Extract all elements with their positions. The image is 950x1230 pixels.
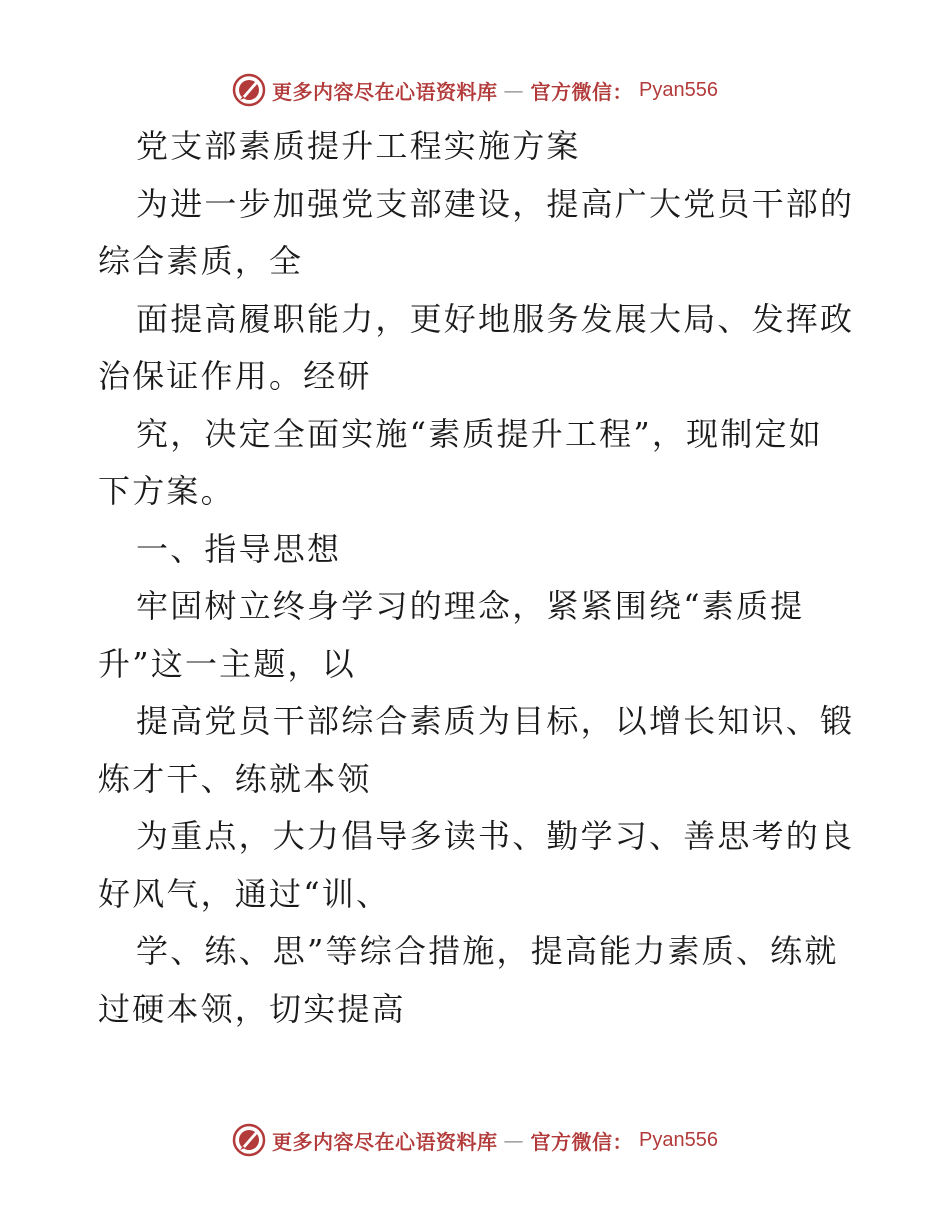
document-body [98, 118, 858, 1038]
watermark-id: Pyan556 [639, 78, 718, 101]
text-line: 升”这一主题，以 [98, 644, 356, 683]
text-line: 综合素质，全 [98, 242, 304, 280]
watermark-separator: — [503, 78, 525, 102]
text-line: 为进一步加强党支部建设，提高广大党员干部的 [136, 184, 855, 223]
text-line: 究，决定全面实施“素质提升工程”，现制定如 [136, 414, 823, 453]
watermark-brand: 更多内容尽在心语资料库 [272, 79, 498, 104]
watermark-id: Pyan556 [639, 1128, 718, 1151]
header-watermark [0, 70, 950, 110]
text-line: 面提高履职能力，更好地服务发展大局、发挥政 [136, 299, 855, 338]
text-line: 下方案。 [98, 472, 235, 510]
watermark-separator: — [503, 1128, 525, 1152]
text-line: 治保证作用。经研 [98, 357, 372, 395]
text-line: 牢固树立终身学习的理念，紧紧围绕“素质提 [136, 587, 805, 625]
text-line: 提高党员干部综合素质为目标，以增长知识、锻 [136, 702, 855, 740]
watermark-brand: 更多内容尽在心语资料库 [272, 1129, 498, 1154]
watermark-label: 官方微信： [530, 1129, 634, 1154]
text-line: 党支部素质提升工程实施方案 [136, 127, 581, 165]
quill-logo-icon [232, 1123, 266, 1157]
text-line: 学、练、思”等综合措施，提高能力素质、练就 [136, 932, 839, 970]
text-line: 为重点，大力倡导多读书、勤学习、善思考的良 [136, 817, 855, 855]
text-line: 过硬本领，切实提高 [98, 989, 406, 1028]
text-line: 炼才干、练就本领 [98, 759, 372, 798]
footer-watermark [0, 1120, 950, 1160]
quill-logo-icon [232, 73, 266, 107]
watermark-label: 官方微信： [530, 79, 634, 104]
text-line: 好风气，通过“训、 [98, 874, 391, 913]
section-heading: 一、指导思想 [136, 529, 342, 568]
